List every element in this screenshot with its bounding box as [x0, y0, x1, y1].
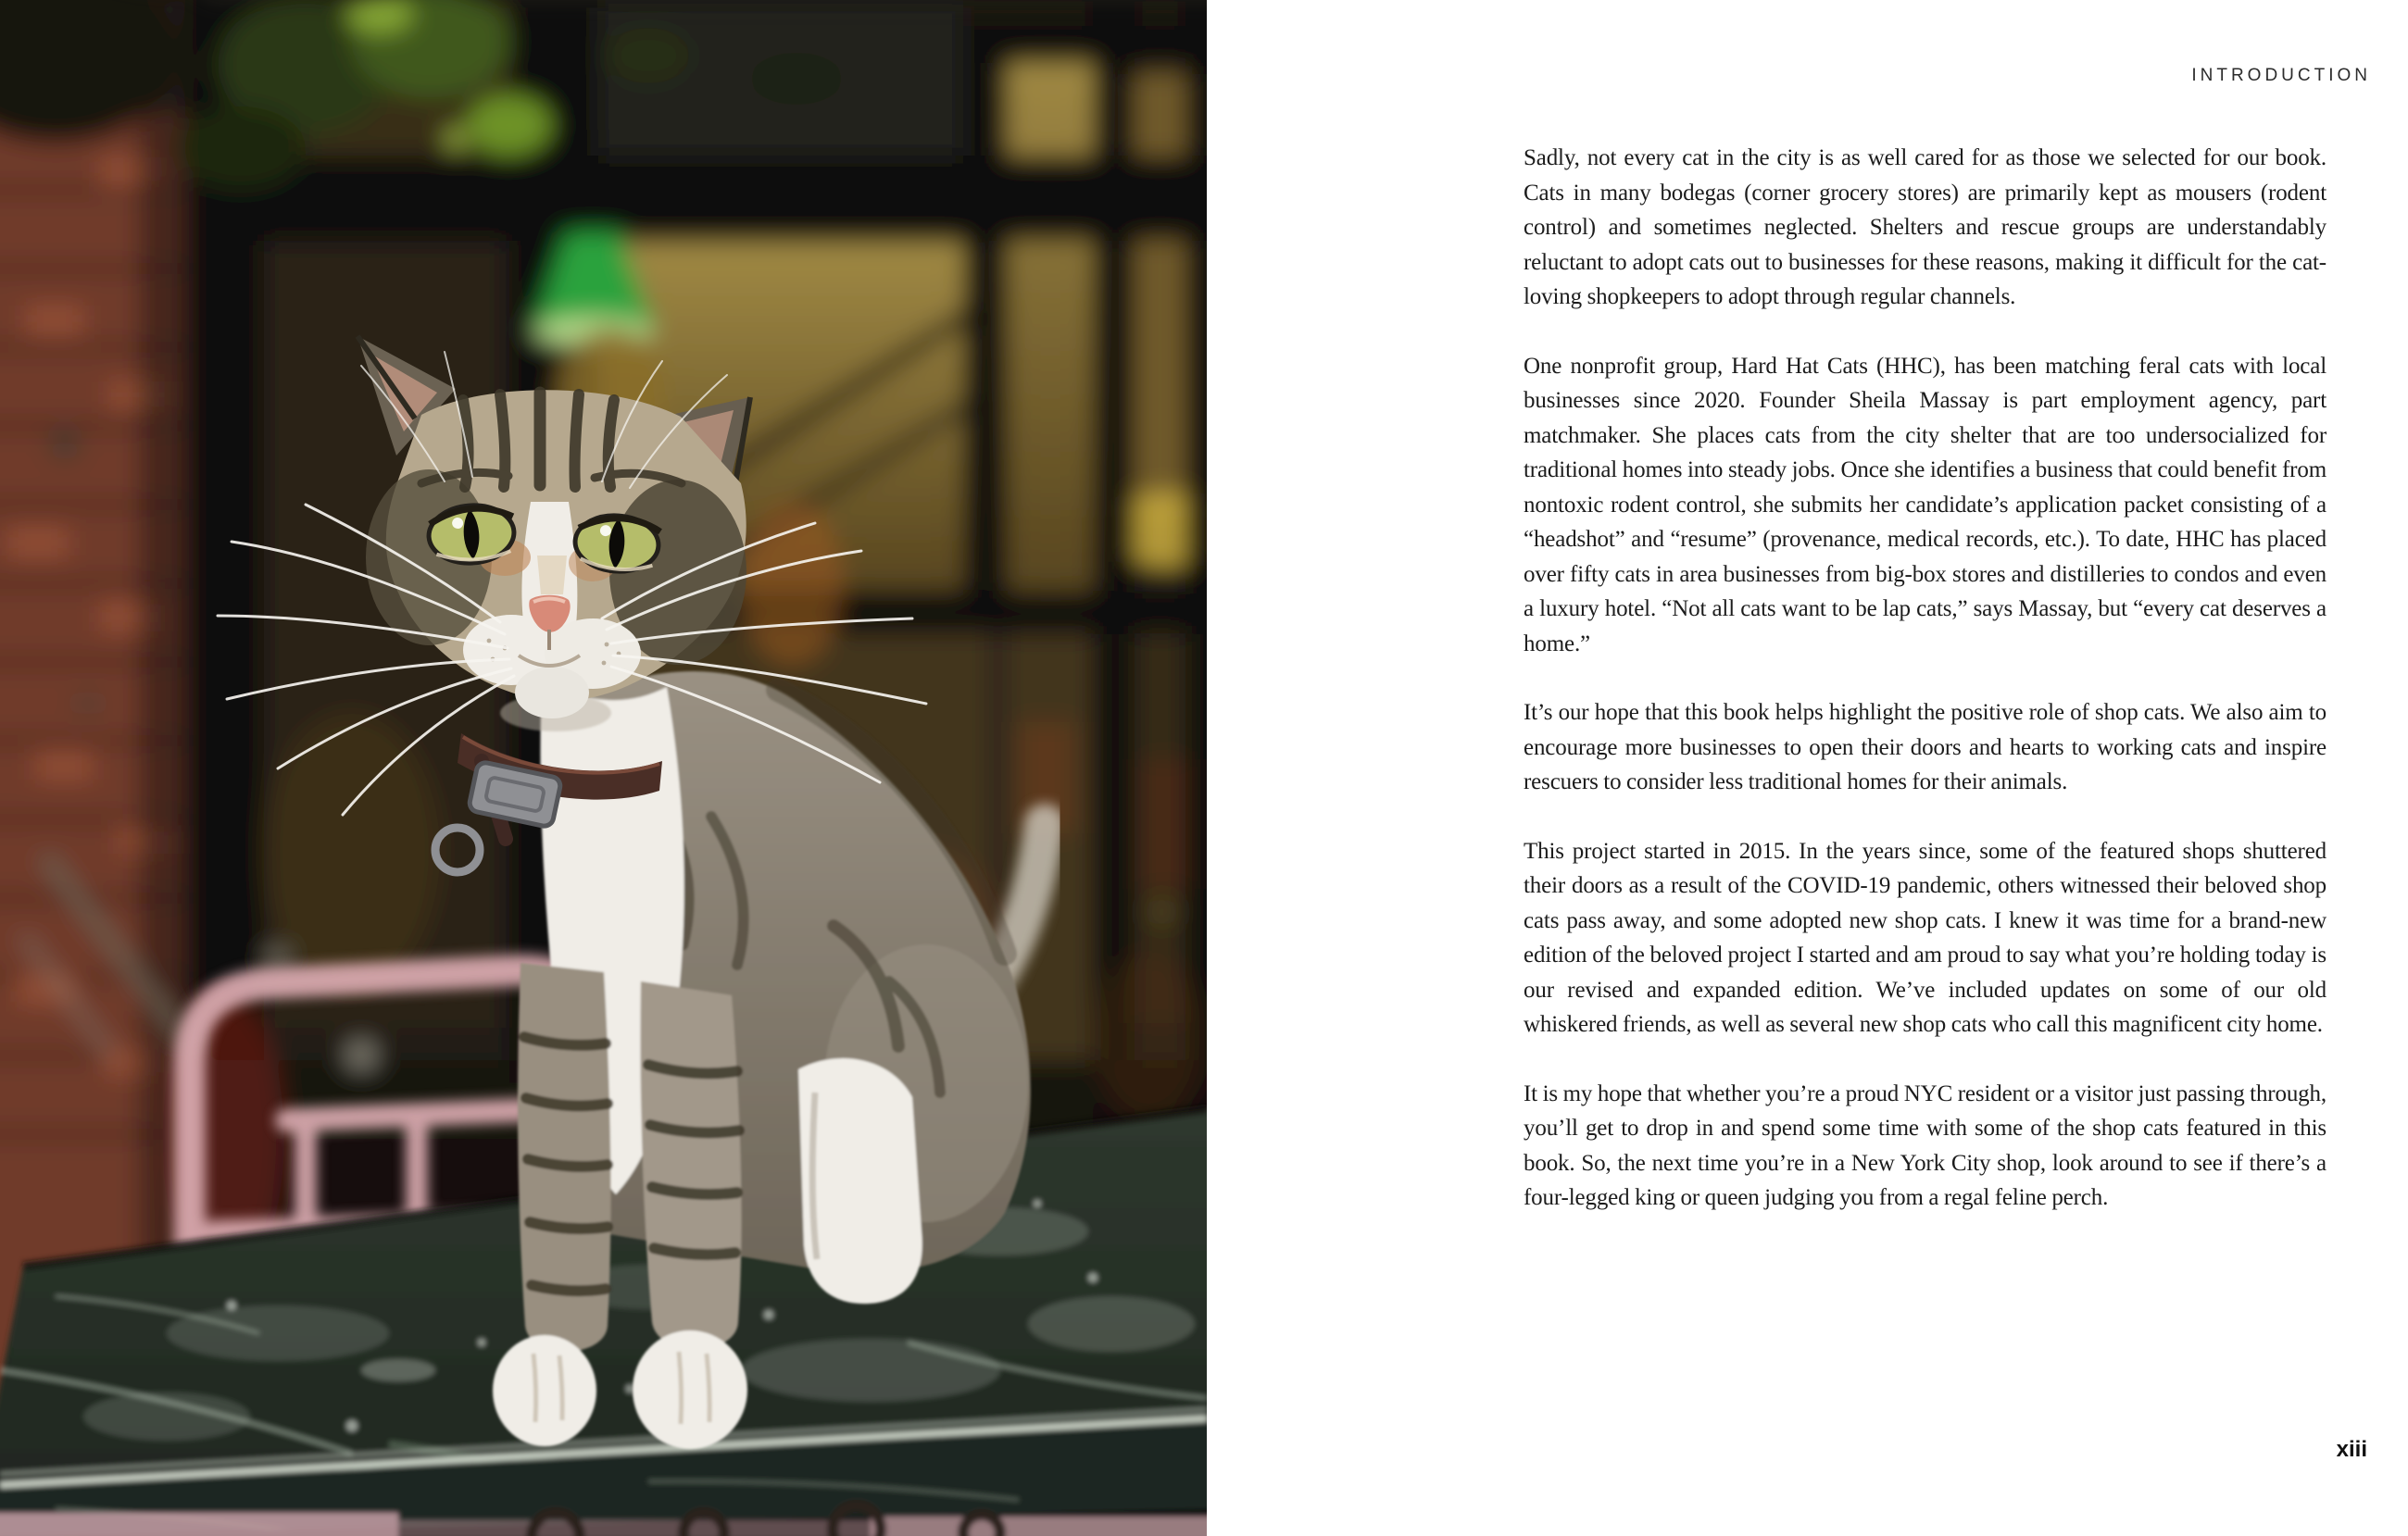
paragraph: This project started in 2015. In the years since, some of the featured shops shuttered their doors as a result of the COVID-19 pandemic, others witnessed their beloved shop cats pass away, and some adopted new shop cats. I knew it was time for a brand-new edition of the beloved project I started and am proud to say what you’re holding today is our revised and expanded edition. We’ve included updates on some of our old whiskered friends, as well as several new shop cats who call this magnificent city home.: [1524, 838, 2326, 1037]
page-number: xiii: [2336, 1437, 2367, 1462]
paragraph: Sadly, not every cat in the city is as well cared for as those we selected for our book. Cats in many bodegas (corner grocery stores) are primarily kept as mousers (rodent control) and sometimes neglected. Shelters and rescue groups are understandably reluctant to adopt cats out to businesses for these reasons, making it difficult for the cat-loving shopkeepers to adopt through regular channels.: [1524, 145, 2326, 309]
paragraph: It’s our hope that this book helps highlight the positive role of shop cats. We also aim to encourage more businesses to open their doors and hearts to working cats and inspire rescuers to consider less traditional homes for their animals.: [1524, 700, 2326, 794]
paragraph: It is my hope that whether you’re a proud NYC resident or a visitor just passing through, you’ll get to drop in and spend some time with some of the shop cats featured in this book. So, the next time you’re in a New York City shop, look around to see if there’s a four-legged king or queen judging you from a regal feline perch.: [1524, 1080, 2326, 1210]
body-text: [1524, 141, 2326, 1250]
paragraph: One nonprofit group, Hard Hat Cats (HHC), has been matching feral cats with local businesses since 2020. Founder Sheila Massay is part employment agency, part matchmaker. She places cats from the city shelter that are too undersocialized for traditional homes into steady jobs. Once she identifies a business that could benefit from nontoxic rodent control, she submits her candidate’s application packet consisting of a “headshot” and “resume” (provenance, medical records, etc.). To date, HHC has placed over fifty cats in area businesses from big-box stores and distilleries to condos and even a luxury hotel. “Not all cats want to be lap cats,” says Massay, but “every cat deserves a home.”: [1524, 353, 2326, 656]
cat-front-leg-right: [633, 981, 747, 1449]
running-header: INTRODUCTION: [2191, 66, 2371, 85]
